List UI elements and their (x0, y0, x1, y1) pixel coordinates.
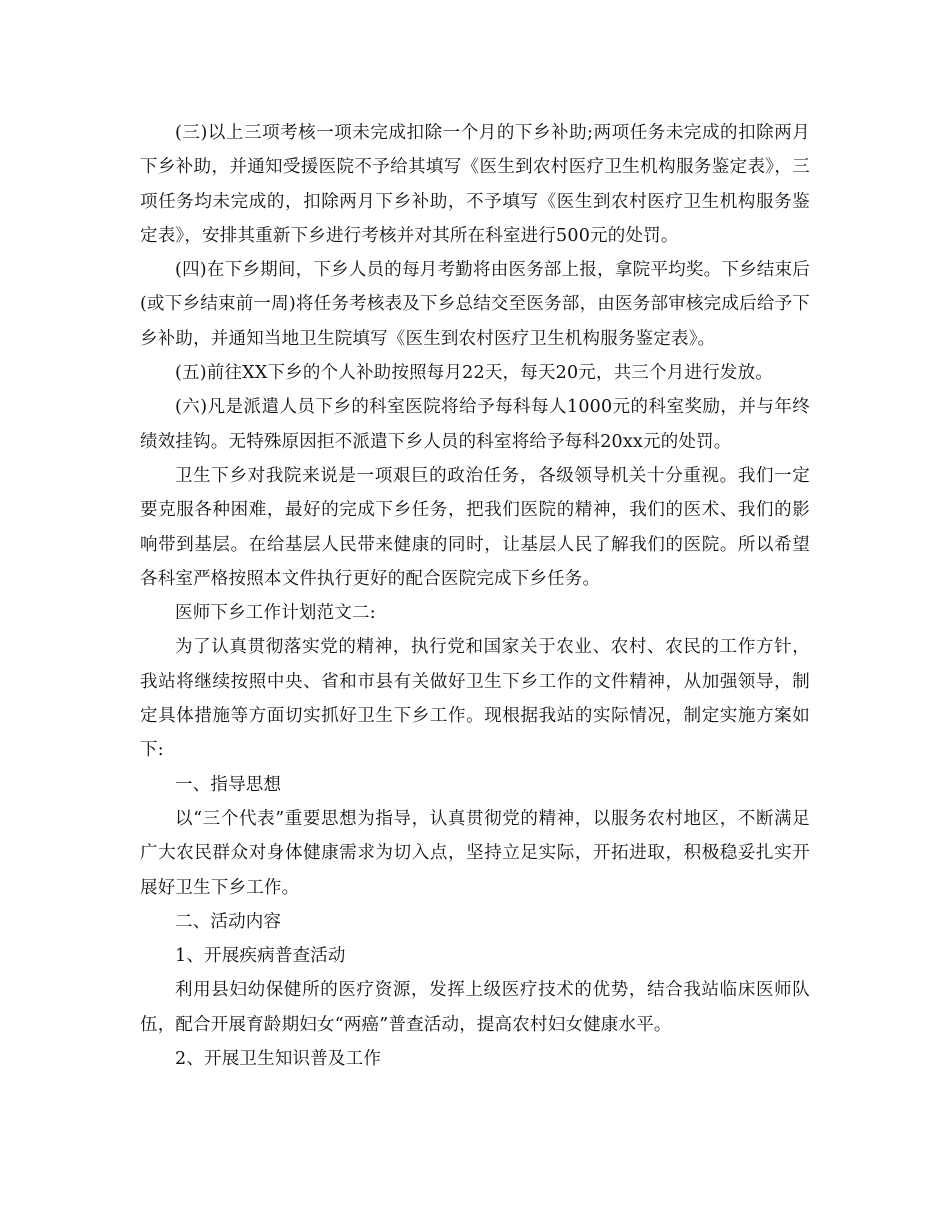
paragraph-introduction: 为了认真贯彻落实党的精神，执行党和国家关于农业、农村、农民的工作方针，我站将继续按照中央、省和市县有关做好卫生下乡工作的文件精神，从加强领导，制定具体措施等方面切实抓好卫生下乡工作。现根据我站的实际情况，制定实施方案如下: (140, 637, 810, 761)
document-body (140, 116, 810, 1076)
section-heading-activities: 二、活动内容 (175, 911, 282, 932)
section-heading-guiding-ideology: 一、指导思想 (175, 774, 282, 795)
paragraph-attendance-subsidy: (四)在下乡期间，下乡人员的每月考勤将由医务部上报，拿院平均奖。下乡结束后(或下乡结束前一周)将任务考核表及下乡总结交至医务部，由医务部审核完成后给予下乡补助，并通知当地卫生院填写《医生到农村医疗卫生机构服务鉴定表》。 (140, 260, 810, 349)
subheading-disease-screening: 1、开展疾病普查活动 (175, 946, 346, 967)
paragraph-personal-subsidy: (五)前往XX下乡的个人补助按照每月22天，每天20元，共三个月进行发放。 (175, 363, 774, 384)
paragraph-disease-screening: 利用县妇幼保健所的医疗资源，发挥上级医疗技术的优势，结合我站临床医师队伍，配合开展育龄期妇女“两癌”普查活动，提高农村妇女健康水平。 (140, 980, 810, 1035)
paragraph-guiding-ideology: 以“三个代表”重要思想为指导，认真贯彻党的精神，以服务农村地区，不断满足广大农民群众对身体健康需求为切入点，坚持立足实际，开拓进取，积极稳妥扎实开展好卫生下乡工作。 (140, 808, 810, 898)
subheading-health-education: 2、开展卫生知识普及工作 (175, 1049, 382, 1070)
paragraph-department-reward: (六)凡是派遣人员下乡的科室医院将给予每科每人1000元的科室奖励，并与年终绩效挂钩。无特殊原因拒不派遣下乡人员的科室将给予每科20xx元的处罚。 (140, 397, 810, 452)
paragraph-summary: 卫生下乡对我院来说是一项艰巨的政治任务，各级领导机关十分重视。我们一定要克服各种困难，最好的完成下乡任务，把我们医院的精神，我们的医术、我们的影响带到基层。在给基层人民带来健康的同时，让基层人民了解我们的医院。所以希望各科室严格按照本文件执行更好的配合医院完成下乡任务。 (140, 465, 810, 589)
paragraph-assessment-penalty: (三)以上三项考核一项未完成扣除一个月的下乡补助;两项任务未完成的扣除两月下乡补助，并通知受援医院不予给其填写《医生到农村医疗卫生机构服务鉴定表》，三项任务均未完成的，扣除两月下乡补助，不予填写《医生到农村医疗卫生机构服务鉴定表》，安排其重新下乡进行考核并对其所在科室进行500元的处罚。 (140, 123, 810, 246)
section-heading-sample-two: 医师下乡工作计划范文二: (175, 603, 376, 624)
